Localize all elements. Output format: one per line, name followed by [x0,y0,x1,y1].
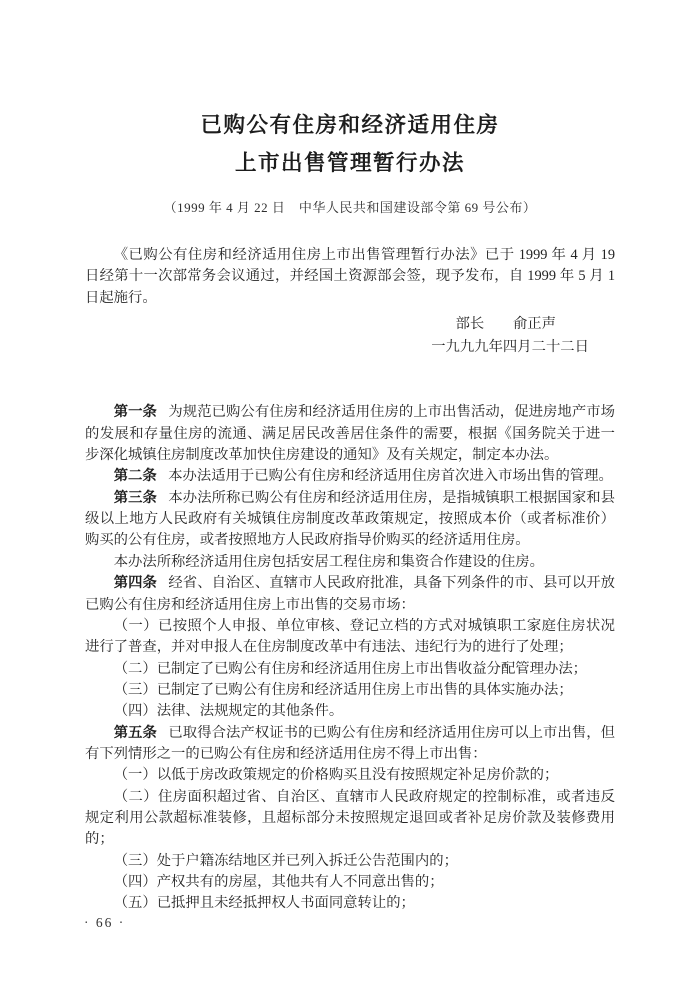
article-label: 第一条 [113,404,157,421]
title-line-1: 已购公有住房和经济适用住房 [200,113,500,137]
article-text: （四）产权共有的房屋，其他共有人不同意出售的； [113,873,444,890]
article-text: 经省、自治区、直辖市人民政府批准，具备下列条件的市、县可以开放已购公有住房和经济适用住房上市出售的交易市场： [85,575,616,613]
page-number: · 66 · [84,915,126,930]
article-text: （三）已制定了已购公有住房和经济适用住房上市出售的具体实施办法； [113,681,573,698]
article-text: 为规范已购公有住房和经济适用住房的上市出售活动，促进房地产市场的发展和存量住房的流通、满足居民改善居住条件的需要，根据《国务院关于进一步深化城镇住房制度改革加快住房建设的通知》及有关规定，制定本办法。 [85,404,616,464]
article-paragraph [85,680,615,701]
article-text: （三）处于户籍冻结地区并已列入拆迁公告范围内的； [113,852,458,869]
article-paragraph [85,787,615,851]
article-paragraph [85,701,615,722]
article-paragraph [85,552,615,573]
article-text: （四）法律、法规规定的其他条件。 [113,703,344,720]
preamble-block [85,245,615,358]
preamble-text: 《已购公有住房和经济适用住房上市出售管理暂行办法》已于 1999 年 4 月 19 日经第十一次部常务会议通过，并经国土资源部会签，现予发布，自 1999 年 5 月 1 日起施行。 [85,247,615,306]
article-label: 第四条 [113,575,157,592]
articles-block [85,402,615,914]
article-paragraph [85,851,615,872]
article-text: （二）已制定了已购公有住房和经济适用住房上市出售收益分配管理办法； [113,660,588,677]
article-paragraph [85,872,615,893]
page-title [85,106,615,182]
article-paragraph [85,402,615,466]
article-label: 第二条 [113,468,157,485]
article-paragraph [85,466,615,487]
signature-minister: 部长 俞正声 [455,316,556,333]
article-label: 第三条 [113,489,157,506]
article-text: 本办法所称经济适用住房包括安居工程住房和集资合作建设的住房。 [113,553,544,570]
article-paragraph [85,765,615,786]
article-paragraph [85,488,615,552]
article-text: 本办法所称已购公有住房和经济适用住房，是指城镇职工根据国家和县级以上地方人民政府有关城镇住房制度改革政策规定，按照成本价（或者标准价）购买的公有住房，或者按照地方人民政府指导价购买的经济适用住房。 [85,489,616,549]
article-paragraph [85,723,615,766]
article-paragraph [85,659,615,680]
article-text: （二）住房面积超过省、自治区、直辖市人民政府规定的控制标准，或者违反规定利用公款超标准装修，且超标部分未按照规定退回或者补足房价款及装修费用的； [85,788,615,848]
article-paragraph [85,616,615,659]
article-text: 已取得合法产权证书的已购公有住房和经济适用住房可以上市出售，但有下列情形之一的已购公有住房和经济适用住房不得上市出售： [85,724,616,762]
article-paragraph [85,893,615,914]
article-label: 第五条 [113,724,157,741]
article-paragraph [85,573,615,616]
article-text: 本办法适用于已购公有住房和经济适用住房首次进入市场出售的管理。 [168,468,613,485]
article-text: （一）已按照个人申报、单位审核、登记立档的方式对城镇职工家庭住房状况进行了普查，并对申报人在住房制度改革中有违法、违纪行为的进行了处理； [85,617,615,656]
publication-note: （1999 年 4 月 22 日 中华人民共和国建设部令第 69 号公布） [163,200,537,215]
article-text: （五）已抵押且未经抵押权人书面同意转让的； [113,895,415,912]
signature-date: 一九九九年四月二十二日 [431,338,589,355]
title-line-2: 上市出售管理暂行办法 [234,151,465,175]
article-text: （一）以低于房改政策规定的价格购买且没有按照规定补足房价款的； [113,767,559,784]
